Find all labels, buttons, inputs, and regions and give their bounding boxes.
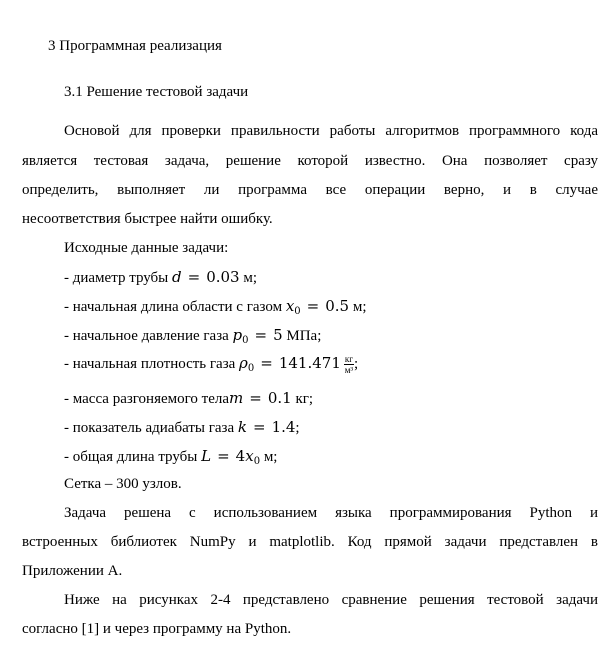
param-subscript: 0 xyxy=(253,456,261,467)
equals-sign: = xyxy=(252,418,266,436)
param-symbol: k xyxy=(237,418,247,436)
intro-line-2: является тестовая задача, решение которой известно. Она позволяет сразу xyxy=(22,153,598,169)
param-value: 1.4 xyxy=(271,418,296,436)
param-value: 141.471 xyxy=(278,354,341,372)
param-label: - начальное давление газа xyxy=(64,328,233,344)
param-value: 0.5 xyxy=(325,297,350,315)
python-line-1: Задача решена с использованием языка программирования Python и xyxy=(64,505,598,521)
param-diameter xyxy=(64,268,257,287)
param-label: - диаметр трубы xyxy=(64,270,173,286)
param-symbol: m xyxy=(229,389,244,407)
equals-sign: = xyxy=(249,389,262,407)
equals-sign: = xyxy=(260,354,273,372)
param-label: - масса разгоняемого тела xyxy=(64,391,230,407)
section-heading: 3 Программная реализация xyxy=(48,38,222,54)
param-gas-length xyxy=(64,297,367,317)
param-unit: ; xyxy=(295,420,300,436)
param-unit: МПа; xyxy=(282,328,322,344)
unit-denominator: м³ xyxy=(344,364,354,375)
param-symbol: d xyxy=(172,268,182,286)
param-unit: кг; xyxy=(291,391,314,407)
grid-note: Сетка – 300 узлов. xyxy=(64,476,182,492)
figures-line-1: Ниже на рисунках 2-4 представлено сравнение решения тестовой задачи xyxy=(64,592,598,608)
param-value: 5 xyxy=(273,326,283,344)
param-symbol: L xyxy=(201,447,212,465)
param-subscript: 0 xyxy=(242,335,249,346)
intro-line-1: Основой для проверки правильности работы алгоритмов программного кода xyxy=(64,123,598,139)
intro-line-4: несоответствия быстрее найти ошибку. xyxy=(22,211,273,227)
param-label: - начальная плотность газа xyxy=(64,356,240,372)
param-unit: м; xyxy=(239,270,258,286)
equals-sign: = xyxy=(306,297,320,315)
param-symbol: ρ xyxy=(239,354,248,372)
data-heading: Исходные данные задачи: xyxy=(64,240,229,256)
param-adiabatic xyxy=(64,418,300,437)
intro-line-3: определить, выполняет ли программа все операции верно, и в случае xyxy=(22,182,598,198)
param-value-symbol: x xyxy=(245,447,254,465)
param-symbol: x xyxy=(285,297,295,315)
param-label: - общая длина трубы xyxy=(64,449,202,465)
param-subscript: 0 xyxy=(294,306,301,317)
unit-numerator: кг xyxy=(344,353,353,364)
param-label: - начальная длина области с газом xyxy=(64,299,286,315)
param-tube-length xyxy=(64,447,277,467)
param-unit: ; xyxy=(353,356,359,372)
subsection-heading: 3.1 Решение тестовой задачи xyxy=(64,84,249,100)
equals-sign: = xyxy=(254,326,268,344)
python-line-2: встроенных библиотек NumPy и matplotlib. Код прямой задачи представлен в xyxy=(22,534,598,550)
figures-line-2: согласно [1] и через программу на Python. xyxy=(22,621,292,637)
param-unit: м; xyxy=(349,299,367,315)
param-unit: м; xyxy=(260,449,278,465)
param-pressure xyxy=(64,326,321,346)
param-mass xyxy=(64,389,313,408)
param-symbol: p xyxy=(232,326,243,344)
equals-sign: = xyxy=(187,268,201,286)
param-value: 0.03 xyxy=(206,268,240,286)
param-label: - показатель адиабаты газа xyxy=(64,420,238,436)
equals-sign: = xyxy=(217,447,230,465)
unit-fraction xyxy=(344,355,354,375)
python-line-3: Приложении А. xyxy=(22,563,123,579)
param-value: 4 xyxy=(235,447,246,465)
param-density xyxy=(64,354,358,375)
param-subscript: 0 xyxy=(247,363,255,374)
param-value: 0.1 xyxy=(267,389,292,407)
